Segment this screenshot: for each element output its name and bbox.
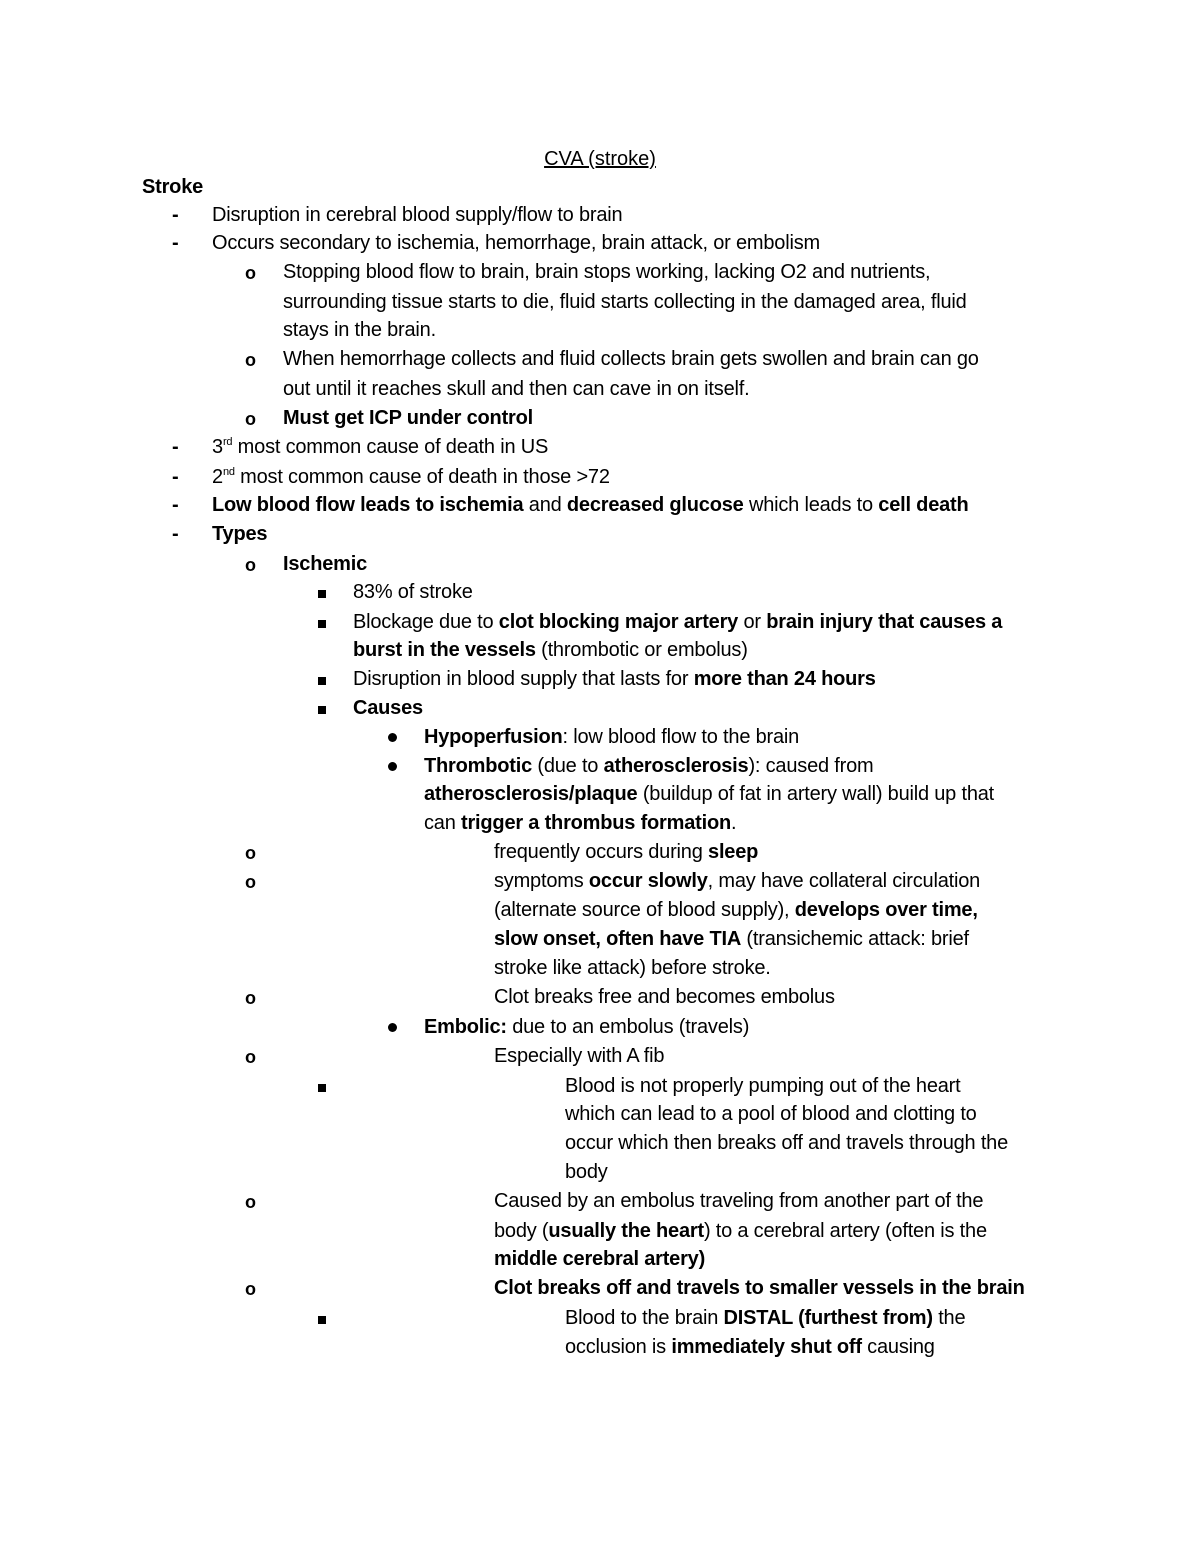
text-line xyxy=(494,1187,983,1215)
text-run: occlusion is xyxy=(565,1336,672,1358)
text-run: which can lead to a pool of blood and clotting to xyxy=(565,1103,977,1125)
text-line xyxy=(424,1013,749,1041)
dot-bullet-icon xyxy=(388,1022,397,1032)
text-line xyxy=(565,1129,1008,1157)
text-line xyxy=(212,520,267,548)
text-run: causing xyxy=(861,1336,935,1358)
text-run: body ( xyxy=(494,1220,549,1242)
text-line xyxy=(565,1333,935,1361)
text-line xyxy=(494,838,758,866)
document-title: CVA (stroke) xyxy=(544,148,656,170)
text-run: brain injury that causes a xyxy=(766,611,1003,633)
text-run: burst in the vessels xyxy=(353,639,536,661)
text-line xyxy=(283,258,930,286)
text-run: decreased glucose xyxy=(566,494,744,516)
square-bullet-icon xyxy=(318,618,326,628)
text-run: Embolic: xyxy=(424,1016,507,1038)
text-run: Low blood flow leads to ischemia xyxy=(212,494,524,516)
text-run: ) to a cerebral artery (often is the xyxy=(703,1220,987,1242)
dash-bullet-icon: - xyxy=(172,523,179,545)
text-run: When hemorrhage collects and fluid collects brain gets swollen and brain can go xyxy=(283,348,979,370)
text-run: more than 24 hours xyxy=(693,668,876,690)
text-line xyxy=(353,578,473,606)
text-line xyxy=(283,288,967,316)
circle-bullet-icon: o xyxy=(245,263,256,283)
text-run: atherosclerosis xyxy=(603,755,749,777)
text-run: 3 xyxy=(212,436,223,458)
text-line xyxy=(353,608,1002,636)
text-line xyxy=(494,983,835,1011)
text-run: the xyxy=(932,1307,966,1329)
text-line xyxy=(212,491,969,519)
text-run: usually the heart xyxy=(548,1220,704,1242)
text-run: can xyxy=(424,812,462,834)
text-line xyxy=(494,1042,664,1070)
text-run: Clot breaks off and travels to smaller vessels in the brain xyxy=(494,1277,1025,1299)
square-bullet-icon xyxy=(318,1314,326,1324)
text-run: occur slowly xyxy=(588,870,708,892)
text-run: most common cause of death in US xyxy=(232,436,549,458)
text-run: sleep xyxy=(708,841,759,863)
text-run: (buildup of fat in artery wall) build up that xyxy=(637,783,995,805)
text-run: Ischemic xyxy=(283,553,368,575)
section-heading: Stroke xyxy=(142,176,204,198)
text-run: or xyxy=(738,611,767,633)
text-line xyxy=(212,463,610,491)
text-line xyxy=(212,201,622,229)
text-run: body xyxy=(565,1161,608,1183)
text-run: Stopping blood flow to brain, brain stops working, lacking O2 and nutrients, xyxy=(283,261,931,283)
text-run: Blood is not properly pumping out of the heart xyxy=(565,1075,961,1097)
text-line xyxy=(494,954,771,982)
text-run: Thrombotic xyxy=(424,755,532,777)
circle-bullet-icon: o xyxy=(245,872,256,892)
text-run: (alternate source of blood supply), xyxy=(494,899,795,921)
text-run: immediately shut off xyxy=(671,1336,862,1358)
text-line xyxy=(494,1217,987,1245)
text-run: frequently occurs during xyxy=(494,841,709,863)
dash-bullet-icon: - xyxy=(172,436,179,458)
ordinal-suffix: nd xyxy=(222,466,235,478)
text-line xyxy=(494,925,969,953)
text-run: Must get ICP under control xyxy=(283,407,533,429)
text-run: Types xyxy=(212,523,268,545)
circle-bullet-icon: o xyxy=(245,843,256,863)
dash-bullet-icon: - xyxy=(172,466,179,488)
text-run: (thrombotic or embolus) xyxy=(535,639,748,661)
circle-bullet-icon: o xyxy=(245,409,256,429)
text-run: . xyxy=(730,812,737,834)
text-run: atherosclerosis/plaque xyxy=(424,783,638,805)
circle-bullet-icon: o xyxy=(245,988,256,1008)
text-line xyxy=(283,404,533,432)
square-bullet-icon xyxy=(318,675,326,685)
circle-bullet-icon: o xyxy=(245,555,256,575)
text-run: , may have collateral circulation xyxy=(707,870,981,892)
circle-bullet-icon: o xyxy=(245,1192,256,1212)
text-line xyxy=(424,723,799,751)
text-line xyxy=(353,694,423,722)
dash-bullet-icon: - xyxy=(172,232,179,254)
text-run: middle cerebral artery) xyxy=(494,1248,706,1270)
text-run: Causes xyxy=(353,697,423,719)
text-line xyxy=(212,433,548,461)
dot-bullet-icon xyxy=(388,761,397,771)
text-run: most common cause of death in those >72 xyxy=(234,466,610,488)
text-run: Disruption in blood supply that lasts for xyxy=(353,668,694,690)
text-line xyxy=(565,1304,965,1332)
text-line xyxy=(283,316,436,344)
text-line xyxy=(494,867,980,895)
text-run: DISTAL (furthest from) xyxy=(723,1307,933,1329)
ordinal-suffix: rd xyxy=(222,436,233,448)
text-line xyxy=(353,636,748,664)
text-run: symptoms xyxy=(494,870,589,892)
text-run: 83% of stroke xyxy=(353,581,473,603)
text-line xyxy=(424,752,873,780)
circle-bullet-icon: o xyxy=(245,350,256,370)
text-run: clot blocking major artery xyxy=(498,611,739,633)
text-run: Clot breaks free and becomes embolus xyxy=(494,986,835,1008)
text-line xyxy=(353,665,876,693)
text-run: Blood to the brain xyxy=(565,1307,724,1329)
dash-bullet-icon: - xyxy=(172,494,179,516)
text-run: and xyxy=(523,494,567,516)
text-line xyxy=(283,345,979,373)
text-line xyxy=(212,229,820,257)
text-line xyxy=(565,1100,977,1128)
text-run: Occurs secondary to ischemia, hemorrhage, brain attack, or embolism xyxy=(212,232,820,254)
text-run: Blockage due to xyxy=(353,611,499,633)
text-run: Caused by an embolus traveling from another part of the xyxy=(494,1190,984,1212)
square-bullet-icon xyxy=(318,1082,326,1092)
text-run: occur which then breaks off and travels through the xyxy=(565,1132,1009,1154)
text-run: develops over time, xyxy=(794,899,978,921)
text-line xyxy=(424,809,736,837)
text-run: : low blood flow to the brain xyxy=(562,726,800,748)
text-run: stays in the brain. xyxy=(283,319,436,341)
text-line xyxy=(494,896,978,924)
text-run: which leads to xyxy=(743,494,879,516)
text-run: Disruption in cerebral blood supply/flow to brain xyxy=(212,204,623,226)
square-bullet-icon xyxy=(318,588,326,598)
text-run: (transichemic attack: brief xyxy=(741,928,969,950)
circle-bullet-icon: o xyxy=(245,1047,256,1067)
square-bullet-icon xyxy=(318,704,326,714)
text-run: trigger a thrombus formation xyxy=(461,812,731,834)
text-line xyxy=(565,1158,608,1186)
text-run: stroke like attack) before stroke. xyxy=(494,957,771,979)
text-line xyxy=(494,1245,705,1273)
text-line xyxy=(283,375,749,403)
text-run: cell death xyxy=(878,494,969,516)
text-line xyxy=(424,780,994,808)
text-run: slow onset, often have TIA xyxy=(494,928,742,950)
text-run: 2 xyxy=(212,466,223,488)
text-run: out until it reaches skull and then can cave in on itself. xyxy=(283,378,750,400)
text-run: ): caused from xyxy=(748,755,874,777)
text-run: Especially with A fib xyxy=(494,1045,665,1067)
text-line xyxy=(494,1274,1025,1302)
text-line xyxy=(565,1072,961,1100)
dot-bullet-icon xyxy=(388,732,397,742)
text-run: (due to xyxy=(532,755,604,777)
text-run: Hypoperfusion xyxy=(424,726,563,748)
text-line xyxy=(283,550,367,578)
dash-bullet-icon: - xyxy=(172,204,179,226)
circle-bullet-icon: o xyxy=(245,1279,256,1299)
text-run: surrounding tissue starts to die, fluid starts collecting in the damaged area, fluid xyxy=(283,291,967,313)
text-run: due to an embolus (travels) xyxy=(506,1016,750,1038)
